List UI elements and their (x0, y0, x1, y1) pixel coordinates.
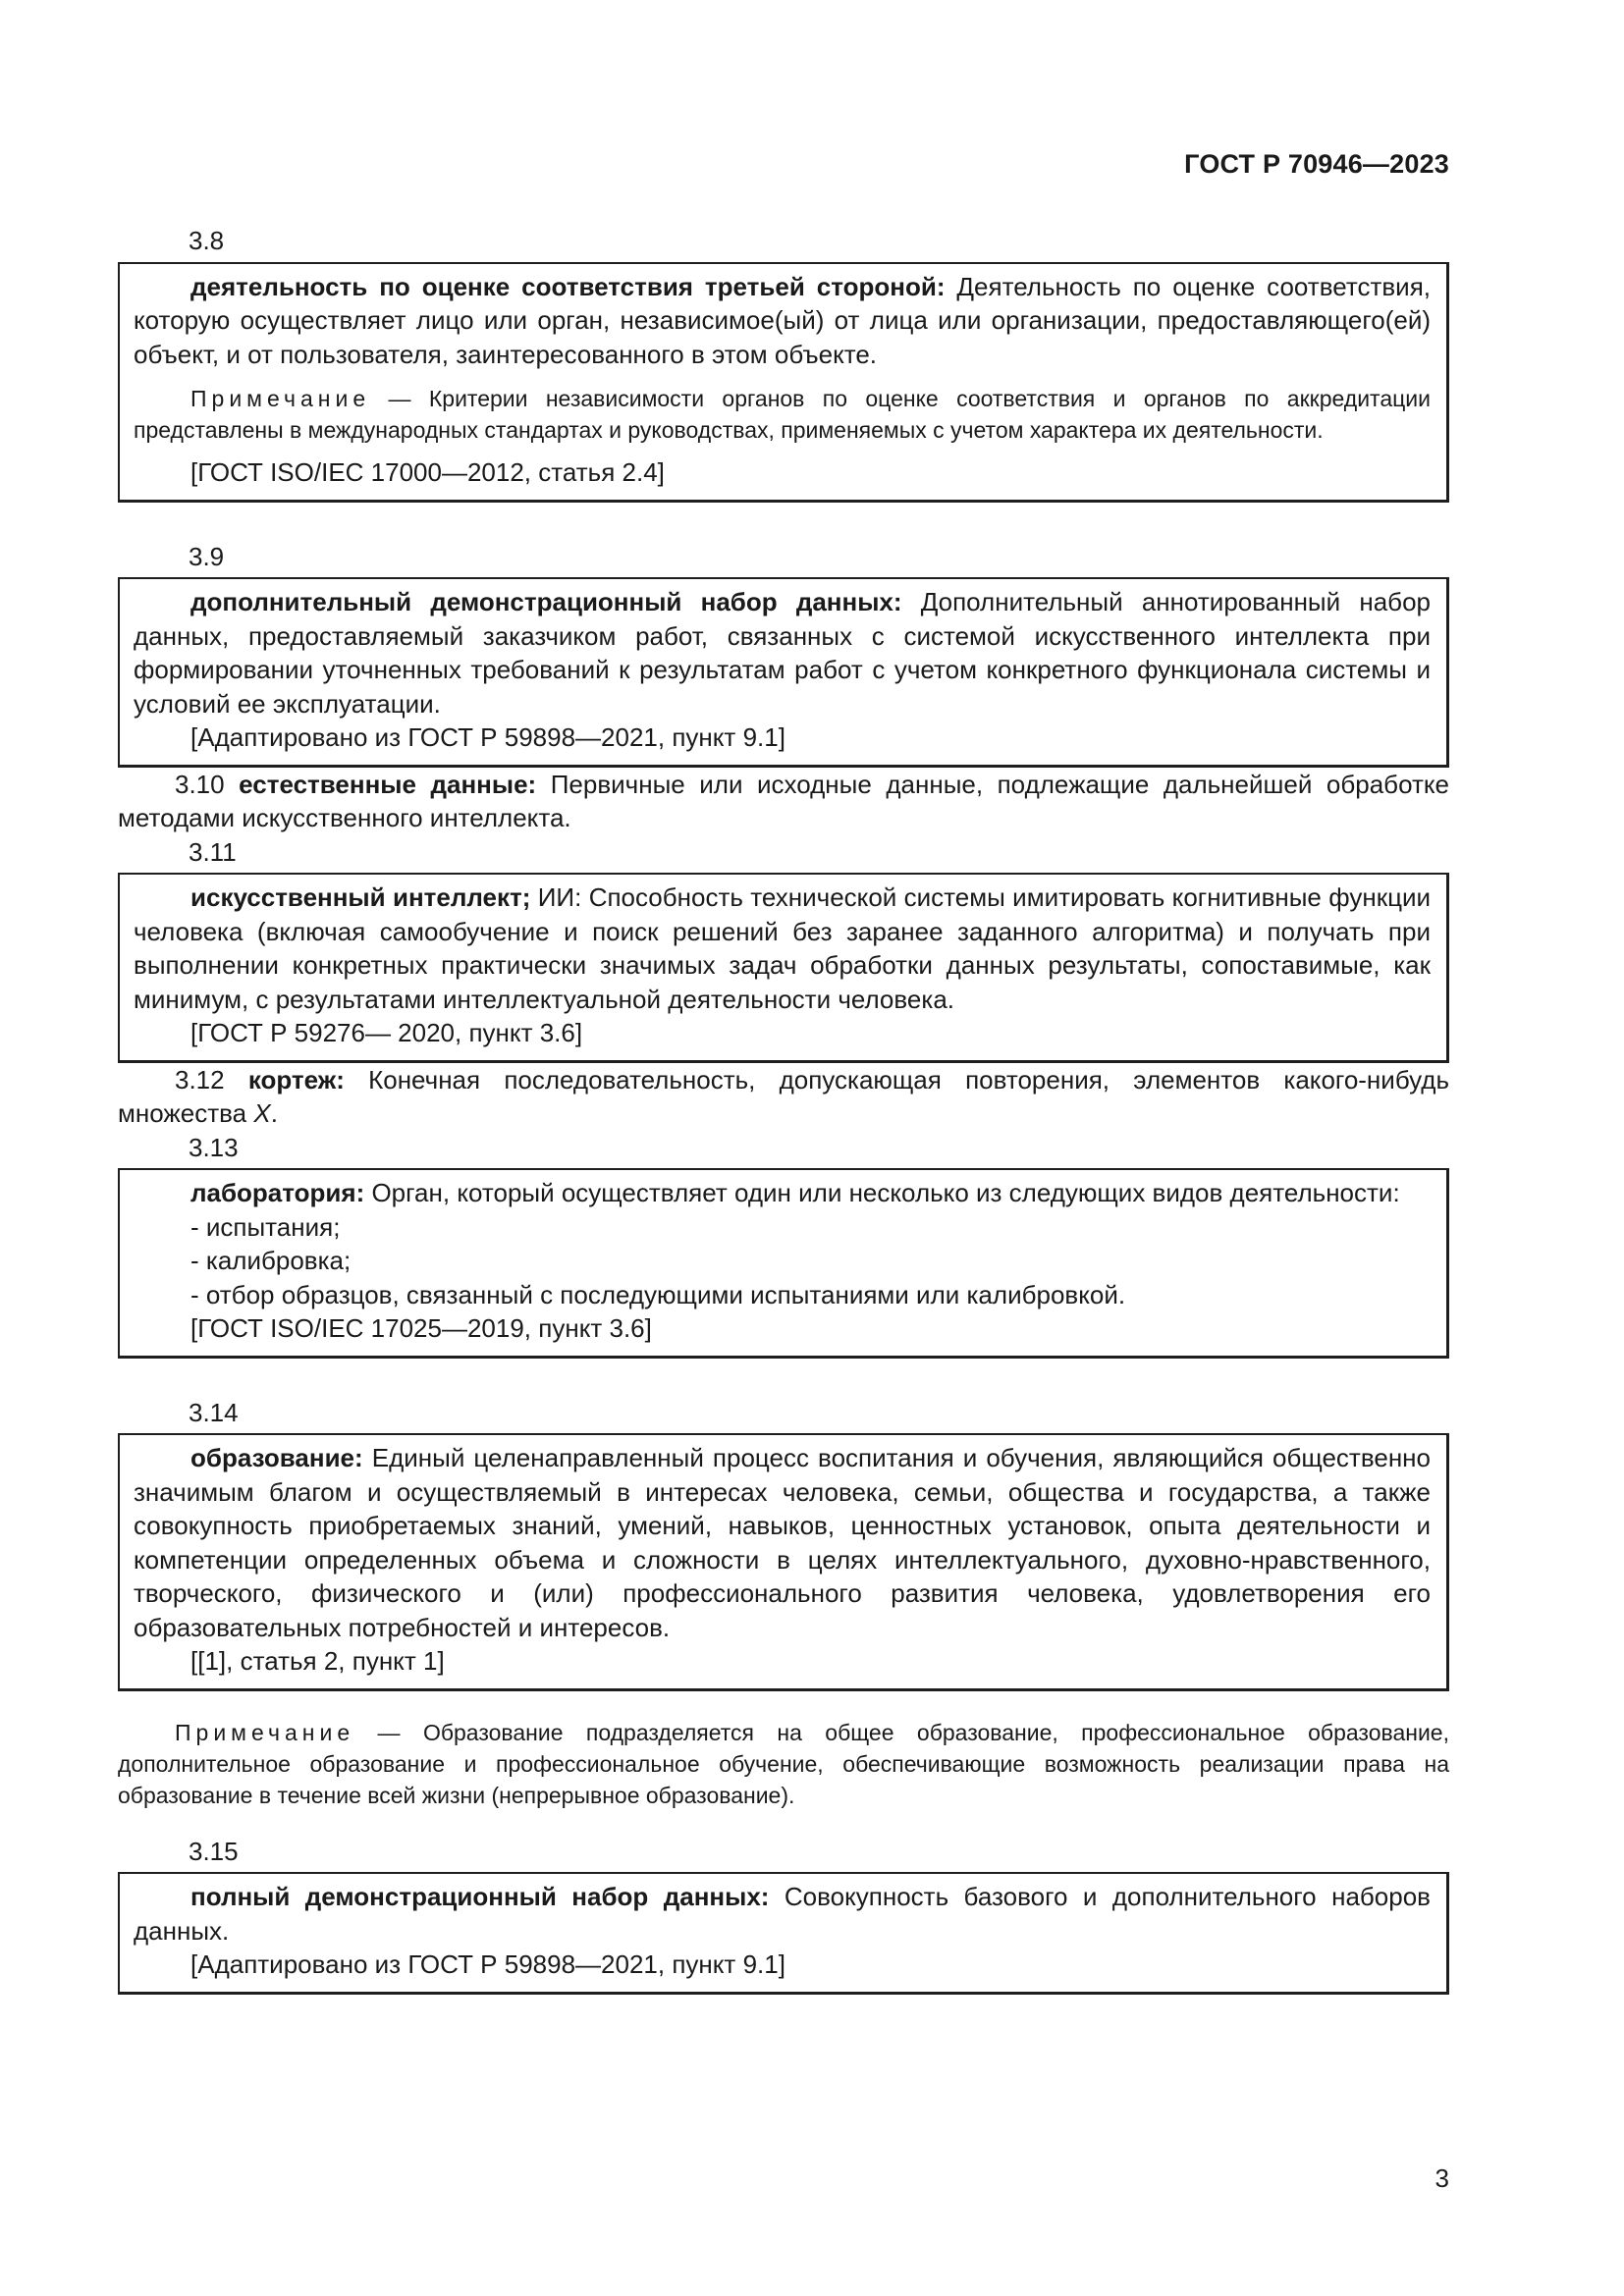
term: искусственный интеллект; (190, 882, 531, 912)
term-source: [ГОСТ ISO/IEC 17000—2012, статья 2.4] (190, 457, 665, 487)
definition-text: Конечная последовательность, допускающая повторения, элементов какого-нибудь множества (118, 1064, 1449, 1128)
term-source: [Адаптировано из ГОСТ Р 59898—2021, пункт 9.1] (190, 1949, 785, 1979)
definition-text: Дополнительный аннотированный набор данных, предоставляемый заказчиком работ, связанных с системой искусственного интеллекта при формировании уточненных требований к результатам работ с учетом конкретного функционала системы и условий ее эксплуатации. (134, 587, 1431, 719)
term-source: [[1], статья 2, пункт 1] (190, 1646, 445, 1676)
term-3-12 (118, 1063, 1449, 1131)
term-source: [ГОСТ Р 59276— 2020, пункт 3.6] (190, 1018, 583, 1047)
term-definition (134, 881, 1431, 1016)
term: образование: (190, 1443, 363, 1472)
note-3-14 (118, 1717, 1449, 1811)
term: естественные данные: (239, 769, 537, 799)
definition-text: Единый целенаправленный процесс воспитания и обучения, являющийся общественно значимым благом и осуществляемый в интересах человека, семьи, общества и государства, а также совокупность приобретаемых знаний, умений, навыков, ценностных установок, опыта деятельности и компетенции определенных объема и сложности в целях интеллектуального, духовно-нравственного, творческого, физического и (или) профессионального развития человека, удовлетворения его образовательных потребностей и интересов. (134, 1443, 1431, 1642)
term-box-3-14 (118, 1433, 1449, 1691)
entry-number: 3.11 (189, 836, 237, 867)
definition-text: Первичные или исходные данные, подлежащие дальнейшей обработке методами искусственного интеллекта. (118, 769, 1449, 832)
list-item: - испытания; (190, 1211, 341, 1242)
definition-end: . (270, 1098, 278, 1128)
note-label: Примечание (175, 1719, 355, 1745)
term-definition (134, 1176, 1431, 1210)
note-text: — Образование подразделяется на общее образование, профессиональное образование, дополнительное образование и профессиональное обучение, обеспечивающие возможность реализации права на образование в течение всей жизни (непрерывное образование). (118, 1719, 1449, 1808)
terms-section (118, 224, 1449, 1995)
definition-text: Орган, который осуществляет один или несколько из следующих видов деятельности: (364, 1178, 1400, 1207)
document-header: ГОСТ Р 70946—2023 (1184, 149, 1449, 179)
entry-number: 3.13 (189, 1132, 239, 1162)
definition-text: Совокупность базового и дополнительного наборов данных. (134, 1882, 1431, 1946)
term: полный демонстрационный набор данных: (190, 1882, 770, 1911)
term: кортеж: (247, 1064, 345, 1095)
entry-number: 3.9 (189, 541, 225, 571)
term-definition (134, 1441, 1431, 1644)
note (134, 383, 1431, 446)
term-abbreviation: ИИ: (530, 882, 582, 912)
term-definition (134, 1880, 1431, 1948)
term-box-3-9 (118, 577, 1449, 768)
list-item: - отбор образцов, связанный с последующими испытаниями или калибровкой. (190, 1279, 1126, 1309)
entry-number: 3.12 (175, 1064, 225, 1095)
entry-number: 3.10 (175, 769, 225, 799)
term: дополнительный демонстрационный набор данных: (190, 587, 902, 616)
definition-text: Деятельность по оценке соответствия, которую осуществляет лицо или орган, независимое(ый) от лица или организации, предоставляющего(ей) объект, и от пользователя, заинтересованного в этом объекте. (134, 271, 1431, 369)
term-definition (134, 585, 1431, 721)
term-source: [Адаптировано из ГОСТ Р 59898—2021, пункт 9.1] (190, 722, 785, 752)
term-box-3-11 (118, 873, 1449, 1063)
entry-number: 3.8 (189, 226, 225, 255)
note-text: — Критерии независимости органов по оценке соответствия и органов по аккредитации представлены в международных стандартах и руководствах, применяемых с учетом характера их деятельности. (134, 386, 1431, 443)
term-source: [ГОСТ ISO/IEC 17025—2019, пункт 3.6] (190, 1313, 652, 1343)
definition-text: Способность технической системы имитировать когнитивные функции человека (включая самообучение и поиск решений без заранее заданного алгоритма) и получать при выполнении конкретных практически значимых задач обработки данных результаты, сопоставимые, как минимум, с результатами интеллектуальной деятельности человека. (134, 882, 1432, 1014)
term-definition (134, 270, 1431, 372)
set-variable: X (253, 1098, 271, 1128)
entry-number: 3.14 (189, 1397, 239, 1427)
page-number: 3 (1435, 2163, 1449, 2193)
term: лаборатория: (190, 1178, 365, 1207)
term-box-3-8 (118, 262, 1449, 503)
term-3-10 (118, 768, 1449, 835)
list-item: - калибровка; (190, 1246, 352, 1275)
term: деятельность по оценке соответствия третьей стороной: (190, 271, 946, 301)
term-box-3-15 (118, 1872, 1449, 1995)
entry-number: 3.15 (189, 1836, 239, 1866)
note-label: Примечание (190, 386, 371, 411)
term-box-3-13 (118, 1168, 1449, 1359)
